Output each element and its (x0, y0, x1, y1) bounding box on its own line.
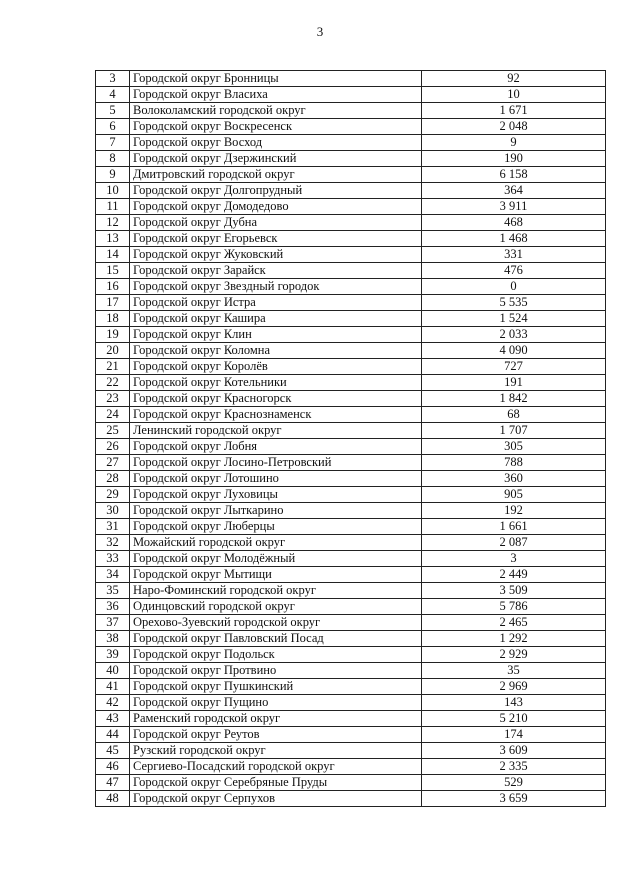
value-cell: 35 (422, 663, 606, 679)
row-number-cell: 9 (96, 167, 130, 183)
district-name-cell: Городской округ Зарайск (130, 263, 422, 279)
value-cell: 468 (422, 215, 606, 231)
row-number-cell: 44 (96, 727, 130, 743)
value-cell: 2 033 (422, 327, 606, 343)
value-cell: 727 (422, 359, 606, 375)
row-number-cell: 47 (96, 775, 130, 791)
row-number-cell: 11 (96, 199, 130, 215)
district-name-cell: Городской округ Подольск (130, 647, 422, 663)
table-row (96, 167, 606, 183)
districts-table (95, 70, 606, 807)
district-name-cell: Городской округ Красногорск (130, 391, 422, 407)
district-name-cell: Ленинский городской округ (130, 423, 422, 439)
row-number-cell: 27 (96, 455, 130, 471)
district-name-cell: Городской округ Коломна (130, 343, 422, 359)
table-row (96, 87, 606, 103)
row-number-cell: 34 (96, 567, 130, 583)
row-number-cell: 7 (96, 135, 130, 151)
district-name-cell: Городской округ Клин (130, 327, 422, 343)
row-number-cell: 32 (96, 535, 130, 551)
district-name-cell: Городской округ Долгопрудный (130, 183, 422, 199)
table-row (96, 583, 606, 599)
district-name-cell: Городской округ Молодёжный (130, 551, 422, 567)
row-number-cell: 43 (96, 711, 130, 727)
row-number-cell: 10 (96, 183, 130, 199)
district-name-cell: Городской округ Лосино-Петровский (130, 455, 422, 471)
table-row (96, 231, 606, 247)
value-cell: 3 609 (422, 743, 606, 759)
district-name-cell: Городской округ Мытищи (130, 567, 422, 583)
table-row (96, 375, 606, 391)
value-cell: 305 (422, 439, 606, 455)
value-cell: 10 (422, 87, 606, 103)
district-name-cell: Городской округ Лотошино (130, 471, 422, 487)
row-number-cell: 13 (96, 231, 130, 247)
row-number-cell: 26 (96, 439, 130, 455)
value-cell: 2 929 (422, 647, 606, 663)
district-name-cell: Городской округ Воскресенск (130, 119, 422, 135)
district-name-cell: Городской округ Егорьевск (130, 231, 422, 247)
table-row (96, 663, 606, 679)
table-row (96, 647, 606, 663)
row-number-cell: 14 (96, 247, 130, 263)
table-row (96, 391, 606, 407)
table-row (96, 135, 606, 151)
table-row (96, 327, 606, 343)
table-row (96, 743, 606, 759)
row-number-cell: 46 (96, 759, 130, 775)
district-name-cell: Городской округ Пущино (130, 695, 422, 711)
row-number-cell: 37 (96, 615, 130, 631)
district-name-cell: Дмитровский городской округ (130, 167, 422, 183)
row-number-cell: 31 (96, 519, 130, 535)
row-number-cell: 40 (96, 663, 130, 679)
table-row (96, 215, 606, 231)
value-cell: 174 (422, 727, 606, 743)
district-name-cell: Городской округ Пушкинский (130, 679, 422, 695)
row-number-cell: 4 (96, 87, 130, 103)
value-cell: 143 (422, 695, 606, 711)
district-name-cell: Городской округ Серпухов (130, 791, 422, 807)
value-cell: 9 (422, 135, 606, 151)
district-name-cell: Городской округ Люберцы (130, 519, 422, 535)
table-row (96, 471, 606, 487)
value-cell: 192 (422, 503, 606, 519)
district-name-cell: Городской округ Протвино (130, 663, 422, 679)
table-row (96, 599, 606, 615)
district-name-cell: Орехово-Зуевский городской округ (130, 615, 422, 631)
value-cell: 3 911 (422, 199, 606, 215)
row-number-cell: 48 (96, 791, 130, 807)
value-cell: 1 524 (422, 311, 606, 327)
table-row (96, 679, 606, 695)
value-cell: 2 465 (422, 615, 606, 631)
row-number-cell: 28 (96, 471, 130, 487)
district-name-cell: Раменский городской округ (130, 711, 422, 727)
row-number-cell: 19 (96, 327, 130, 343)
value-cell: 905 (422, 487, 606, 503)
value-cell: 1 671 (422, 103, 606, 119)
value-cell: 5 786 (422, 599, 606, 615)
table-row (96, 551, 606, 567)
row-number-cell: 39 (96, 647, 130, 663)
table-row (96, 487, 606, 503)
value-cell: 2 969 (422, 679, 606, 695)
table-row (96, 711, 606, 727)
district-name-cell: Городской округ Дубна (130, 215, 422, 231)
row-number-cell: 17 (96, 295, 130, 311)
row-number-cell: 6 (96, 119, 130, 135)
value-cell: 191 (422, 375, 606, 391)
row-number-cell: 35 (96, 583, 130, 599)
district-name-cell: Городской округ Королёв (130, 359, 422, 375)
table-row (96, 535, 606, 551)
district-name-cell: Можайский городской округ (130, 535, 422, 551)
row-number-cell: 36 (96, 599, 130, 615)
table-row (96, 567, 606, 583)
district-name-cell: Рузский городской округ (130, 743, 422, 759)
district-name-cell: Одинцовский городской округ (130, 599, 422, 615)
table-row (96, 359, 606, 375)
value-cell: 529 (422, 775, 606, 791)
table-row (96, 631, 606, 647)
value-cell: 1 661 (422, 519, 606, 535)
table-row (96, 727, 606, 743)
row-number-cell: 23 (96, 391, 130, 407)
table-row (96, 151, 606, 167)
value-cell: 788 (422, 455, 606, 471)
row-number-cell: 12 (96, 215, 130, 231)
row-number-cell: 8 (96, 151, 130, 167)
table-row (96, 695, 606, 711)
value-cell: 360 (422, 471, 606, 487)
row-number-cell: 20 (96, 343, 130, 359)
table-row (96, 439, 606, 455)
row-number-cell: 18 (96, 311, 130, 327)
table-row (96, 455, 606, 471)
value-cell: 364 (422, 183, 606, 199)
value-cell: 3 659 (422, 791, 606, 807)
table-row (96, 519, 606, 535)
row-number-cell: 30 (96, 503, 130, 519)
row-number-cell: 29 (96, 487, 130, 503)
value-cell: 2 449 (422, 567, 606, 583)
district-name-cell: Городской округ Лыткарино (130, 503, 422, 519)
value-cell: 5 210 (422, 711, 606, 727)
table-row (96, 791, 606, 807)
table-row (96, 407, 606, 423)
table-row (96, 263, 606, 279)
value-cell: 3 509 (422, 583, 606, 599)
value-cell: 331 (422, 247, 606, 263)
value-cell: 1 842 (422, 391, 606, 407)
value-cell: 2 335 (422, 759, 606, 775)
district-name-cell: Городской округ Бронницы (130, 71, 422, 87)
table-row (96, 103, 606, 119)
district-name-cell: Городской округ Восход (130, 135, 422, 151)
page-number: 3 (316, 24, 324, 39)
value-cell: 92 (422, 71, 606, 87)
table-row (96, 199, 606, 215)
district-name-cell: Городской округ Павловский Посад (130, 631, 422, 647)
row-number-cell: 21 (96, 359, 130, 375)
value-cell: 1 468 (422, 231, 606, 247)
value-cell: 0 (422, 279, 606, 295)
table-row (96, 71, 606, 87)
district-name-cell: Городской округ Луховицы (130, 487, 422, 503)
district-name-cell: Городской округ Звездный городок (130, 279, 422, 295)
district-name-cell: Городской округ Истра (130, 295, 422, 311)
table-row (96, 343, 606, 359)
district-name-cell: Сергиево-Посадский городской округ (130, 759, 422, 775)
row-number-cell: 16 (96, 279, 130, 295)
row-number-cell: 24 (96, 407, 130, 423)
table-row (96, 279, 606, 295)
table-row (96, 775, 606, 791)
table-row (96, 759, 606, 775)
row-number-cell: 5 (96, 103, 130, 119)
table-row (96, 503, 606, 519)
row-number-cell: 41 (96, 679, 130, 695)
district-name-cell: Волоколамский городской округ (130, 103, 422, 119)
row-number-cell: 25 (96, 423, 130, 439)
row-number-cell: 22 (96, 375, 130, 391)
value-cell: 5 535 (422, 295, 606, 311)
value-cell: 68 (422, 407, 606, 423)
table-row (96, 295, 606, 311)
table-body (96, 71, 606, 807)
table-row (96, 247, 606, 263)
district-name-cell: Городской округ Краснознаменск (130, 407, 422, 423)
value-cell: 2 048 (422, 119, 606, 135)
table-row (96, 615, 606, 631)
value-cell: 1 707 (422, 423, 606, 439)
table-row (96, 311, 606, 327)
district-name-cell: Городской округ Серебряные Пруды (130, 775, 422, 791)
row-number-cell: 33 (96, 551, 130, 567)
table-row (96, 423, 606, 439)
value-cell: 476 (422, 263, 606, 279)
row-number-cell: 42 (96, 695, 130, 711)
district-name-cell: Наро-Фоминский городской округ (130, 583, 422, 599)
district-name-cell: Городской округ Дзержинский (130, 151, 422, 167)
row-number-cell: 15 (96, 263, 130, 279)
table-row (96, 119, 606, 135)
value-cell: 1 292 (422, 631, 606, 647)
district-name-cell: Городской округ Жуковский (130, 247, 422, 263)
district-name-cell: Городской округ Реутов (130, 727, 422, 743)
value-cell: 3 (422, 551, 606, 567)
row-number-cell: 3 (96, 71, 130, 87)
district-name-cell: Городской округ Домодедово (130, 199, 422, 215)
value-cell: 2 087 (422, 535, 606, 551)
table-row (96, 183, 606, 199)
value-cell: 6 158 (422, 167, 606, 183)
district-name-cell: Городской округ Кашира (130, 311, 422, 327)
district-name-cell: Городской округ Котельники (130, 375, 422, 391)
row-number-cell: 45 (96, 743, 130, 759)
value-cell: 190 (422, 151, 606, 167)
row-number-cell: 38 (96, 631, 130, 647)
district-name-cell: Городской округ Лобня (130, 439, 422, 455)
value-cell: 4 090 (422, 343, 606, 359)
district-name-cell: Городской округ Власиха (130, 87, 422, 103)
